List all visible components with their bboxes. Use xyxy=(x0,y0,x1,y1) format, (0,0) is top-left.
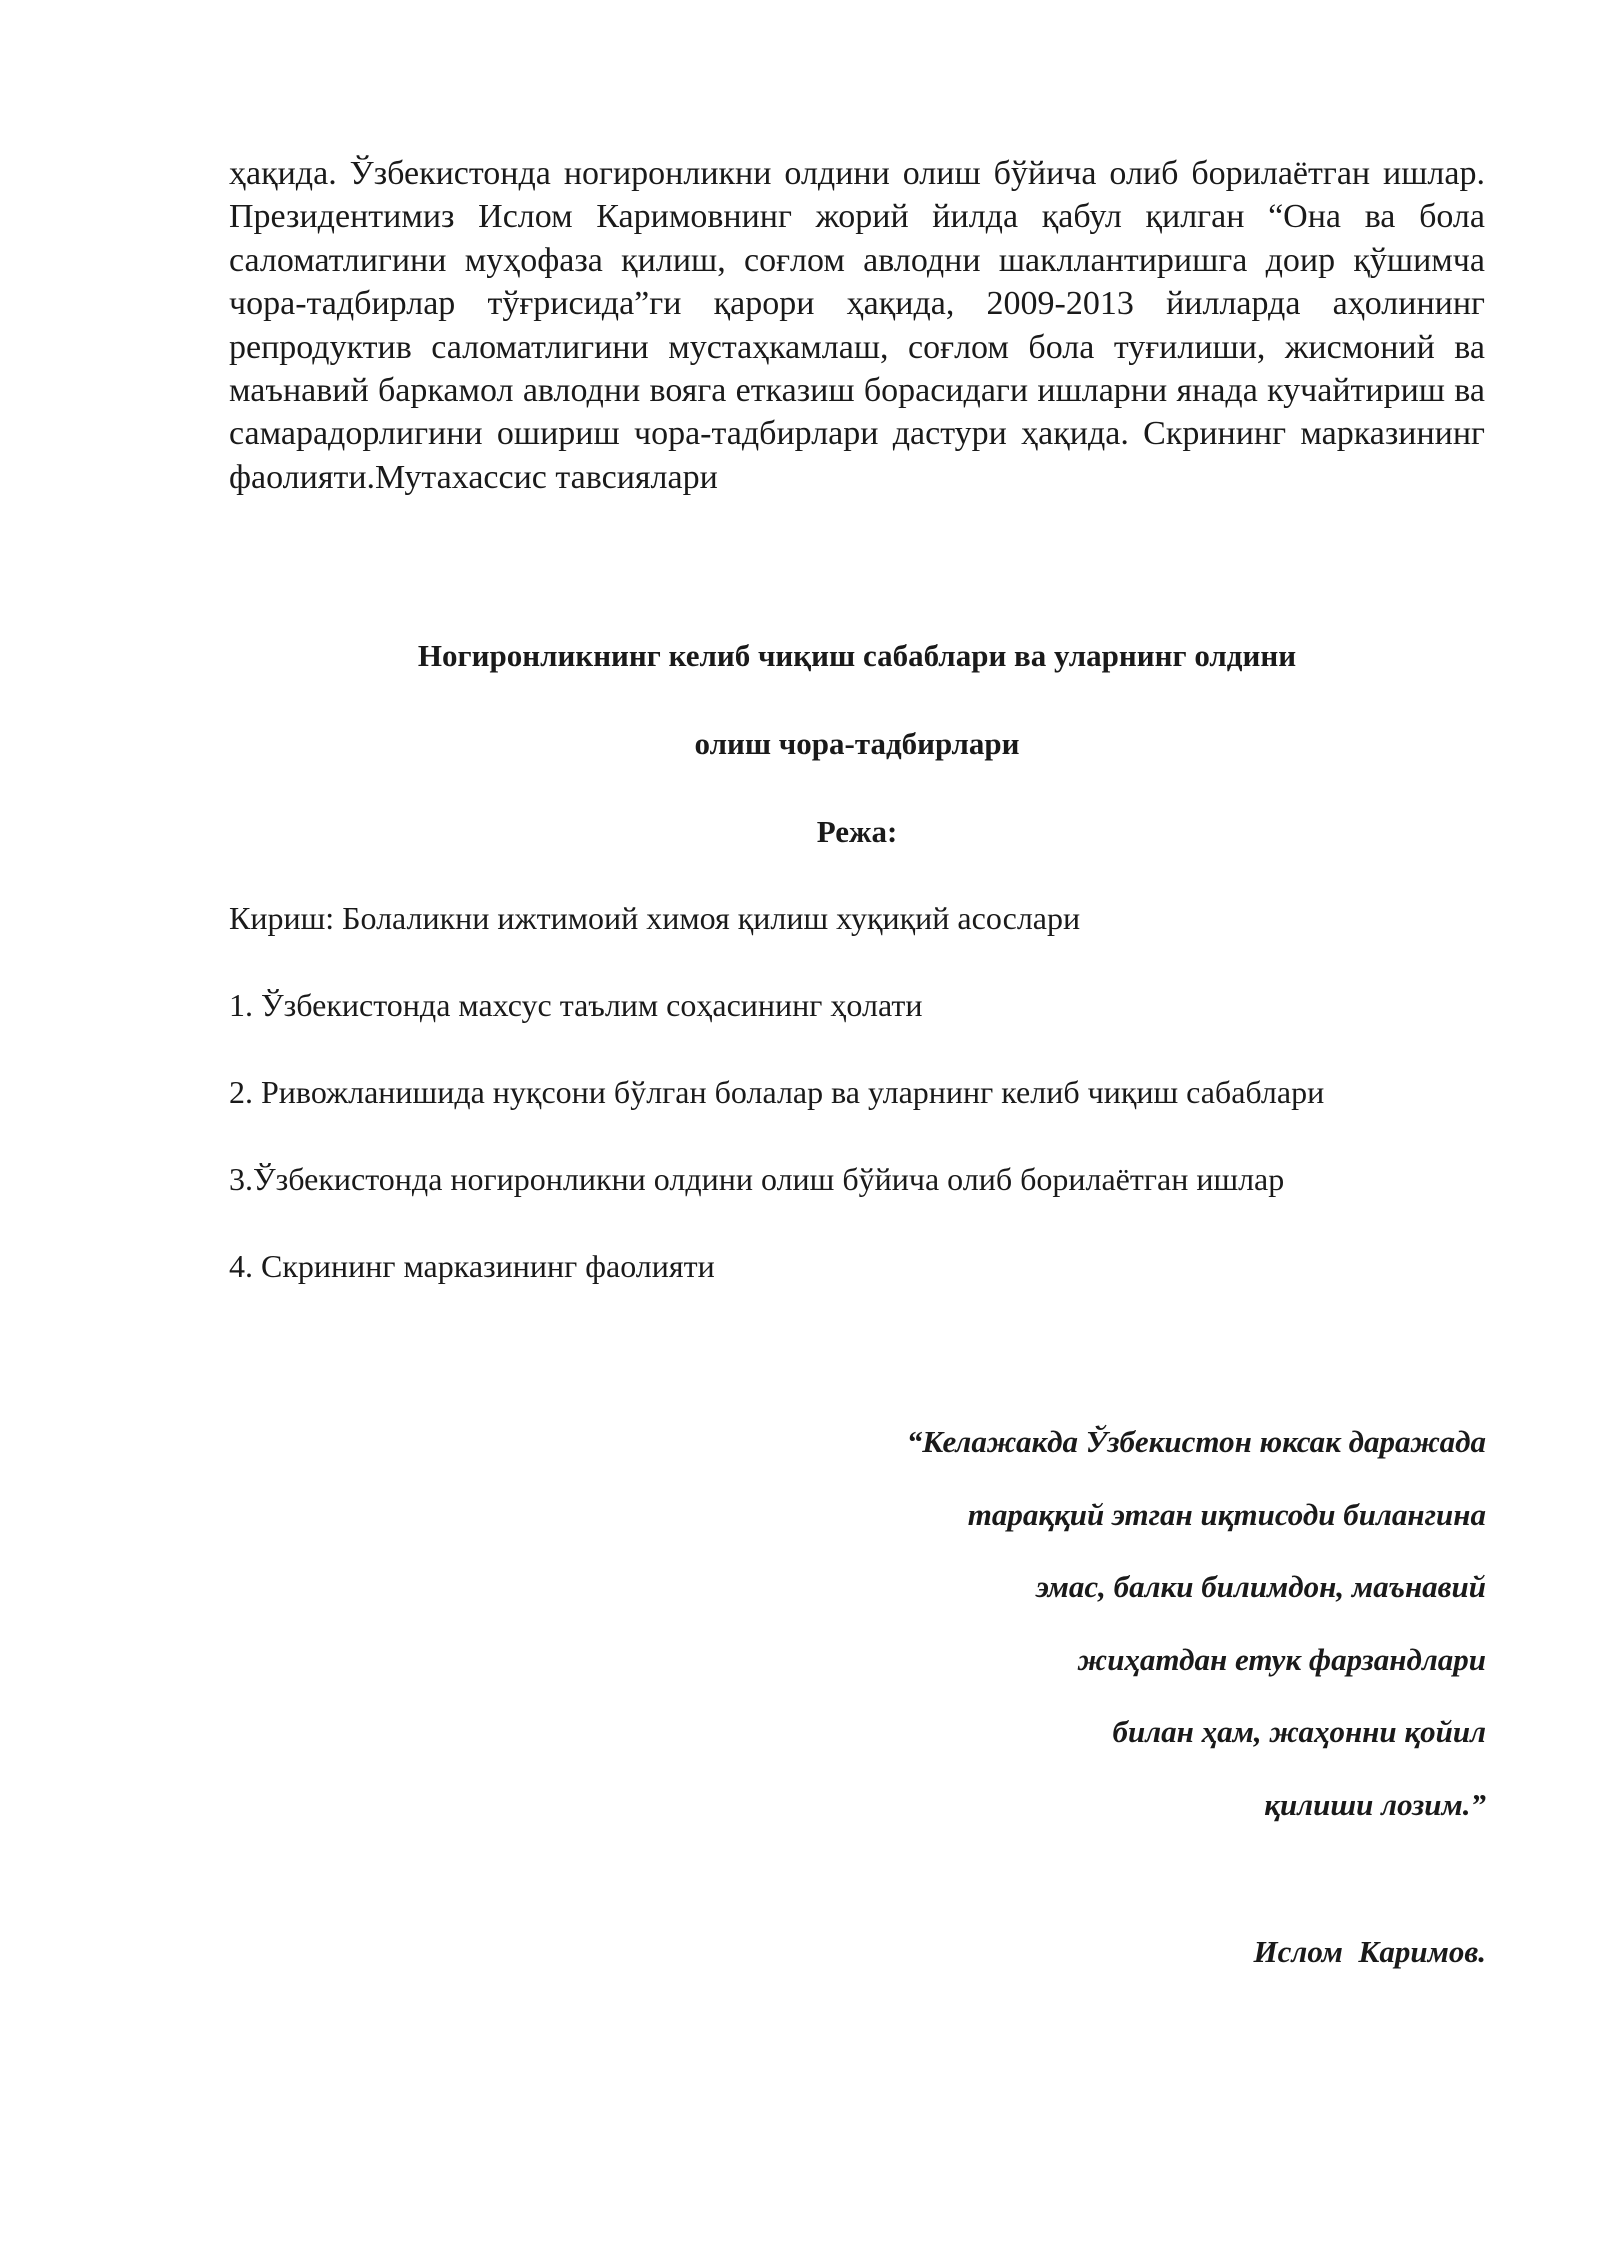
plan-title: Режа: xyxy=(816,814,898,849)
epigraph-line-6: қилиши лозим.” xyxy=(1264,1787,1486,1822)
section-heading-line-1: Ногиронликнинг келиб чиқиш сабаблари ва уларнинг олдини xyxy=(417,638,1297,673)
plan-item-2: 2. Ривожланишида нуқсони бўлган болалар ва уларнинг келиб чиқиш сабаблари xyxy=(229,1074,1325,1110)
epigraph-line-3: эмас, балки билимдон, маънавий xyxy=(1035,1569,1486,1604)
plan-item-4: 4. Скрининг марказининг фаолияти xyxy=(229,1248,715,1284)
plan-item-3: 3.Ўзбекистонда ногиронликни олдини олиш бўйича олиб борилаётган ишлар xyxy=(229,1161,1285,1197)
section-heading-line-2: олиш чора-тадбирлари xyxy=(694,726,1020,761)
plan-item-1: 1. Ўзбекистонда махсус таълим соҳасининг ҳолати xyxy=(229,987,923,1023)
epigraph-line-2: тараққий этган иқтисоди билангина xyxy=(967,1497,1486,1532)
intro-paragraph: ҳақида. Ўзбекистонда ногиронликни олдини олиш бўйича олиб борилаётган ишлар. Президентимиз Ислом Каримовнинг жорий йилда қабул қилган “Она ва бола саломатлигини муҳофаза қилиш, соғлом авлодни шакллантиришга доир қўшимча чора-тадбирлар тўғрисида”ги қарори ҳақида, 2009-2013 йилларда аҳолининг репродуктив саломатлигини мустаҳкамлаш, соғлом бола туғилиши, жисмоний ва маънавий баркамол авлодни вояга етказиш борасидаги ишларни янада кучайтириш ва самарадорлигини ошириш чора-тадбирлари дастури ҳақида. Скрининг марказининг фаолияти.Мутахассис тавсиялари xyxy=(229,155,1485,496)
plan-item-intro: Кириш: Болаликни ижтимоий химоя қилиш хуқиқий асослари xyxy=(229,900,1081,936)
epigraph-line-5: билан ҳам, жаҳонни қойил xyxy=(1112,1714,1486,1749)
epigraph-line-1: “Келажакда Ўзбекистон юксак даражада xyxy=(906,1424,1486,1459)
epigraph-line-4: жиҳатдан етук фарзандлари xyxy=(1077,1642,1486,1677)
epigraph-author: Ислом Каримов. xyxy=(1253,1934,1486,1969)
